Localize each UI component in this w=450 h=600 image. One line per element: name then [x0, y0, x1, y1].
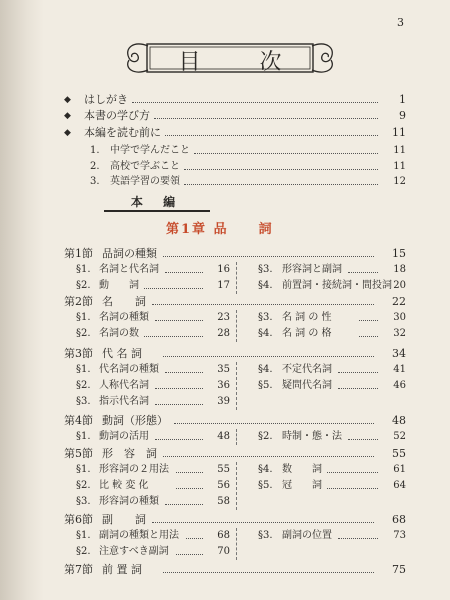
- subsection-item-part: §2.: [76, 380, 91, 391]
- section-heading-page: 55: [392, 447, 406, 460]
- subsection-item-part: 形容詞の２用法: [99, 464, 169, 475]
- section-heading-page: 22: [392, 295, 406, 308]
- subsection-item-part: 名詞の数: [99, 328, 139, 339]
- subsection-item-part: 形容詞の種類: [99, 496, 159, 507]
- section-heading-leader: [163, 256, 374, 257]
- subsection-item-part: §2.: [76, 328, 91, 339]
- subsection-item-page: 48: [217, 431, 230, 442]
- bullet-diamond-icon: ◆: [64, 95, 71, 105]
- front-item-part: はしがき: [84, 93, 128, 106]
- subsection-item-page: 36: [217, 380, 230, 391]
- subsection-item-page: 64: [393, 480, 406, 491]
- chapter-heading: 第1章 品 詞: [166, 222, 274, 237]
- front-item-part: 本書の学び方: [84, 109, 150, 122]
- subsection-item-part: 動 詞: [99, 280, 139, 291]
- subsection-item-leader: [327, 472, 378, 473]
- section-heading-leader: [174, 423, 374, 424]
- front-subitem-leader: [194, 153, 378, 154]
- subsection-item-leader: [176, 488, 204, 489]
- subsection-item-leader: [338, 538, 379, 539]
- subsection-item-part: 副詞の種類と用法: [99, 530, 179, 541]
- subsection-item-page: 73: [393, 530, 406, 541]
- subsection-item-part: §1.: [76, 364, 91, 375]
- subsection-item-part: §4.: [258, 328, 273, 339]
- front-item-leader: [132, 102, 378, 103]
- subsection-item-leader: [165, 372, 203, 373]
- column-divider: [236, 310, 237, 342]
- section-heading-part: 前 置 詞: [102, 563, 142, 576]
- subsection-item-page: 20: [393, 280, 406, 291]
- section-heading-part: 第1節: [64, 247, 93, 260]
- section-heading-part: 副 詞: [102, 513, 146, 526]
- section-heading-part: 代 名 詞: [102, 347, 142, 360]
- subsection-item-part: §1.: [76, 464, 91, 475]
- front-item-page: 11: [392, 126, 406, 139]
- section-heading-part: 第7節: [64, 563, 93, 576]
- front-subitem-leader: [184, 184, 378, 185]
- subsection-item-part: 人称代名詞: [99, 380, 149, 391]
- front-subitem-part: 3.: [90, 176, 100, 187]
- section-heading-part: 名 詞: [102, 295, 146, 308]
- subsection-item-leader: [155, 439, 204, 440]
- subsection-item-leader: [176, 554, 204, 555]
- subsection-item-part: §3.: [258, 530, 273, 541]
- front-subitem-part: 1.: [90, 145, 100, 156]
- bullet-diamond-icon: ◆: [64, 111, 71, 121]
- section-heading-part: 品詞の種類: [102, 247, 157, 260]
- subsection-item-page: 52: [393, 431, 406, 442]
- section-heading-page: 34: [392, 347, 406, 360]
- subsection-item-part: 名詞と代名詞: [99, 264, 159, 275]
- subsection-item-part: §1.: [76, 431, 91, 442]
- page-number: 3: [397, 16, 404, 29]
- subsection-item-leader: [338, 372, 379, 373]
- section-heading-part: 形 容 詞: [102, 447, 157, 460]
- section-heading-part: 第5節: [64, 447, 93, 460]
- column-divider: [236, 362, 237, 410]
- subsection-item-page: 58: [217, 496, 230, 507]
- subsection-item-part: §1.: [76, 312, 91, 323]
- subsection-item-leader: [155, 388, 204, 389]
- subsection-item-page: 17: [217, 280, 230, 291]
- subsection-item-part: §1.: [76, 264, 91, 275]
- subsection-item-part: §2.: [258, 431, 273, 442]
- subsection-item-part: §4.: [258, 464, 273, 475]
- subsection-item-part: 疑問代名詞: [282, 380, 332, 391]
- title-frame: [146, 43, 314, 73]
- front-subitem-leader: [184, 169, 378, 170]
- section-heading-part: 第2節: [64, 295, 93, 308]
- subsection-item-leader: [165, 504, 203, 505]
- subsection-item-part: §2.: [76, 480, 91, 491]
- subsection-item-page: 35: [217, 364, 230, 375]
- subsection-item-page: 30: [393, 312, 406, 323]
- subsection-item-leader: [165, 272, 203, 273]
- subsection-item-part: 名 詞 の 格: [282, 328, 332, 339]
- subsection-item-leader: [144, 336, 203, 337]
- subsection-item-page: 56: [217, 480, 230, 491]
- front-item-leader: [165, 135, 378, 136]
- front-subitem-part: 2.: [90, 161, 100, 172]
- front-subitem-part: 高校で学ぶこと: [110, 161, 180, 172]
- subsection-item-page: 28: [217, 328, 230, 339]
- page-gutter-shadow: [0, 0, 44, 600]
- subsection-item-page: 46: [393, 380, 406, 391]
- subsection-item-leader: [327, 488, 378, 489]
- subsection-item-part: 比 較 変 化: [99, 480, 149, 491]
- section-heading-page: 15: [392, 247, 406, 260]
- section-heading-leader: [163, 456, 374, 457]
- subsection-item-part: §2.: [76, 280, 91, 291]
- section-heading-leader: [152, 522, 374, 523]
- subsection-item-part: 数 詞: [282, 464, 322, 475]
- subsection-item-page: 41: [393, 364, 406, 375]
- subsection-item-part: 名 詞 の 性: [282, 312, 332, 323]
- subsection-item-leader: [186, 538, 203, 539]
- subsection-item-page: 32: [393, 328, 406, 339]
- subsection-item-leader: [338, 388, 379, 389]
- subsection-item-leader: [176, 472, 204, 473]
- front-subitem-page: 11: [393, 161, 406, 172]
- subsection-item-part: §2.: [76, 546, 91, 557]
- subsection-item-page: 55: [217, 464, 230, 475]
- subsection-item-part: 名詞の種類: [99, 312, 149, 323]
- main-heading-label: 本 編: [130, 195, 184, 209]
- subsection-item-part: §5.: [258, 380, 273, 391]
- subsection-item-page: 23: [217, 312, 230, 323]
- subsection-item-part: §3.: [76, 496, 91, 507]
- subsection-item-part: §1.: [76, 530, 91, 541]
- front-subitem-part: 中学で学んだこと: [110, 145, 190, 156]
- subsection-item-part: 指示代名詞: [99, 396, 149, 407]
- section-heading-leader: [152, 304, 374, 305]
- subsection-item-page: 61: [393, 464, 406, 475]
- subsection-item-leader: [359, 320, 379, 321]
- main-heading: [104, 196, 210, 212]
- subsection-item-part: 形容詞と副詞: [282, 264, 342, 275]
- column-divider: [236, 429, 237, 445]
- subsection-item-page: 16: [217, 264, 230, 275]
- section-heading-page: 68: [392, 513, 406, 526]
- subsection-item-part: 時制・態・法: [282, 431, 342, 442]
- column-divider: [236, 462, 237, 510]
- front-item-page: 1: [399, 93, 406, 106]
- subsection-item-part: 注意すべき副詞: [99, 546, 169, 557]
- front-item-leader: [154, 118, 378, 119]
- column-divider: [236, 262, 237, 294]
- section-heading-leader: [163, 356, 374, 357]
- section-heading-part: 第6節: [64, 513, 93, 526]
- subsection-item-leader: [155, 320, 204, 321]
- front-item-part: 本編を読む前に: [84, 126, 161, 139]
- subsection-item-leader: [348, 272, 378, 273]
- subsection-item-part: 代名詞の種類: [99, 364, 159, 375]
- subsection-item-page: 68: [217, 530, 230, 541]
- page-title: 目 次: [178, 50, 308, 75]
- section-heading-part: 第4節: [64, 414, 93, 427]
- front-subitem-page: 12: [393, 176, 406, 187]
- section-heading-leader: [163, 572, 374, 573]
- subsection-item-leader: [348, 439, 378, 440]
- section-heading-part: 動詞（形態）: [102, 414, 168, 427]
- subsection-item-part: §4.: [258, 280, 273, 291]
- subsection-item-leader: [144, 288, 203, 289]
- bullet-diamond-icon: ◆: [64, 128, 71, 138]
- subsection-item-part: §3.: [258, 264, 273, 275]
- subsection-item-part: 動詞の活用: [99, 431, 149, 442]
- front-subitem-page: 11: [393, 145, 406, 156]
- subsection-item-part: 不定代名詞: [282, 364, 332, 375]
- front-item-page: 9: [399, 109, 406, 122]
- subsection-item-page: 70: [217, 546, 230, 557]
- subsection-item-part: §4.: [258, 364, 273, 375]
- subsection-item-part: 副詞の位置: [282, 530, 332, 541]
- section-heading-page: 75: [392, 563, 406, 576]
- section-heading-part: 第3節: [64, 347, 93, 360]
- title-ornament-right-icon: [310, 36, 340, 80]
- subsection-item-page: 18: [393, 264, 406, 275]
- subsection-item-page: 39: [217, 396, 230, 407]
- subsection-item-part: 冠 詞: [282, 480, 322, 491]
- subsection-item-part: 前置詞・接続詞・間投詞: [282, 280, 392, 291]
- subsection-item-part: §3.: [258, 312, 273, 323]
- front-subitem-part: 英語学習の要領: [110, 176, 180, 187]
- subsection-item-leader: [359, 336, 379, 337]
- section-heading-page: 48: [392, 414, 406, 427]
- column-divider: [236, 528, 237, 560]
- subsection-item-leader: [155, 404, 204, 405]
- subsection-item-part: §3.: [76, 396, 91, 407]
- subsection-item-part: §5.: [258, 480, 273, 491]
